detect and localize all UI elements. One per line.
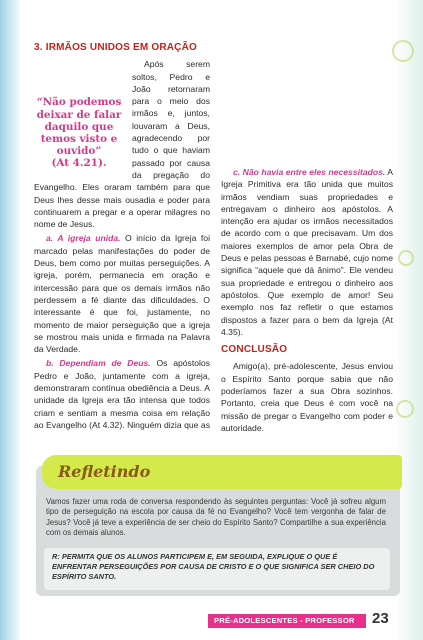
subsection-c — [221, 166, 393, 338]
subsection-b — [34, 357, 210, 431]
subsection-b-heading: b. Dependiam de Deus. — [46, 358, 151, 369]
footer-label: PRÉ-ADOLESCENTES - PROFESSOR — [214, 616, 355, 625]
page-edge-left — [0, 0, 22, 640]
section-intro: Após serem soltos, Pedro e João retornaram para o meio dos irmãos e, juntos, louvaram a Deus, agradecendo por tudo o que haviam passado por causa da pregação do Evangelho. Eles oraram também para que Deus lhes desse mais ousadia e poder para continuarem a pregar e a operar milagres no nome de Jesus. — [34, 59, 210, 230]
section-title: 3. IRMÃOS UNIDOS EM ORAÇÃO — [34, 42, 197, 53]
answer-box — [44, 548, 390, 590]
left-column — [34, 42, 210, 433]
pull-quote — [32, 96, 126, 169]
page-number: 23 — [372, 610, 389, 627]
answer-text: R: PERMITA QUE OS ALUNOS PARTICIPEM E, EM SEGUIDA, EXPLIQUE O QUE É ENFRENTAR PERSEGUIÇÕES POR CAUSA DE CRISTO E O QUE SIGNIFICA SER CHEIO DO ESPÍRITO SANTO. — [52, 552, 375, 582]
subsection-c-heading: c. Não havia entre eles necessitados. — [233, 167, 386, 177]
subsection-c-text: A Igreja Primitiva era tão unida que muitos irmãos vendiam suas propriedades e entregavam o dinheiro aos apóstolos. A intenção era ajudar os irmãos necessitados de acordo com o que precisavam. Um dos maiores exemplos de amor pela Obra de Deus e pelas pessoas é Barnabé, cujo nome significa “aquele que dá ânimo”. Ele vendeu sua propriedade e entregou o dinheiro aos apóstolos. Que exemplo de amor! Seu exemplo nos faz refletir o que estamos dispostos a fazer para o bem da Igreja (At 4.35). — [221, 167, 393, 337]
reflect-title: Refletindo — [58, 462, 151, 481]
subsection-a-text: O início da Igreja foi marcado pelas manifestações do poder de Deus, bem como por muitas perseguições. A igreja, porém, permanecia em oração e intercessão para que os demais irmãos não perdessem a fé diante das dificuldades. O interessante é que foi, justamente, no momento de maior perseguição que a igreja se mostrou mais unida e firmada na Palavra da Verdade. — [34, 233, 210, 355]
pull-quote-text: “Não podemos deixar de falar daquilo que temos visto e ouvido” — [36, 96, 122, 158]
reflect-question: Vamos fazer uma roda de conversa respondendo às seguintes perguntas: Você já sofreu algum tipo de perseguição na escola por causa da fé no Evangelho? Você tem vergonha de falar de Jesus? Você já teve a experiência de ser cheio do Espírito Santo? Compartilhe a sua experiência com os demais alunos. — [46, 497, 386, 538]
subsection-a-heading: a. A igreja unida. — [46, 233, 121, 244]
right-column — [221, 42, 393, 436]
conclusion-title: CONCLUSÃO — [221, 344, 288, 356]
decorative-bubble — [392, 40, 414, 62]
subsection-b-text: Os apóstolos Pedro e João, juntamente com a igreja, demonstraram contínua obediência a Deus. A unidade da Igreja era tão intensa que todos criam e sentiam a mesma coisa em relação ao Evangelho (At 4.32). Ninguém dizia que as — [34, 358, 210, 430]
decorative-bubble — [396, 400, 414, 418]
decorative-bubble — [398, 250, 414, 266]
subsection-a — [34, 232, 210, 355]
conclusion-text: Amigo(a), pré-adolescente, Jesus enviou o Espírito Santo porque sabia que não poderíamos fazer a sua Obra sozinhos. Portanto, creia que Deus é com você na missão de pregar o Evangelho com poder e autoridade. — [221, 361, 393, 433]
pull-quote-reference: (At 4.21). — [51, 157, 107, 170]
